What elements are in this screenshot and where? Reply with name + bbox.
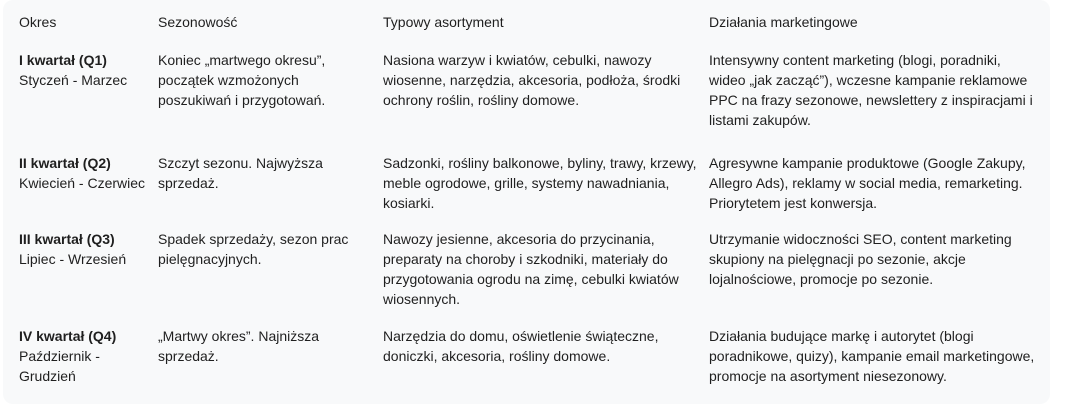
column-header-marketing: Działania marketingowe [709, 14, 858, 30]
column-header-period: Okres [19, 14, 57, 30]
table-header-row [19, 8, 1049, 50]
assortment-cell: Narzędzia do domu, oświetlenie świąteczne, doniczki, akcesoria, rośliny domowe. [383, 328, 659, 364]
table-row [19, 326, 1049, 402]
period-cell [19, 326, 158, 402]
period-cell [19, 229, 158, 326]
marketing-cell: Utrzymanie widoczności SEO, content marketing skupiony na pielęgnacji po sezonie, akcje lojalnościowe, promocje po sezonie. [709, 231, 1012, 287]
assortment-cell: Nasiona warzyw i kwiatów, cebulki, nawozy wiosenne, narzędzia, akcesoria, podłoża, środki ochrony roślin, rośliny domowe. [383, 52, 681, 108]
period-range: Lipiec - Wrzesień [19, 251, 127, 267]
column-header-assortment: Typowy asortyment [383, 14, 504, 30]
seasonality-table-card [3, 0, 1050, 404]
period-range: Kwiecień - Czerwiec [19, 175, 146, 191]
period-range: Październik - Grudzień [19, 348, 100, 384]
seasonality-cell: „Martwy okres”. Najniższa sprzedaż. [158, 328, 320, 364]
period-range: Styczeń - Marzec [19, 72, 128, 88]
seasonality-cell: Szczyt sezonu. Najwyższa sprzedaż. [158, 155, 323, 191]
table-row [19, 50, 1049, 153]
period-title: III kwartał (Q3) [19, 231, 115, 247]
seasonality-cell: Spadek sprzedaży, sezon prac pielęgnacyjnych. [158, 231, 349, 267]
marketing-cell: Agresywne kampanie produktowe (Google Zakupy, Allegro Ads), reklamy w social media, remarketing. Priorytetem jest konwersja. [709, 155, 1026, 211]
table-row [19, 229, 1049, 326]
period-title: I kwartał (Q1) [19, 52, 107, 68]
marketing-cell: Działania budujące markę i autorytet (blogi poradnikowe, quizy), kampanie email marketingowe, promocje na asortyment niesezonowy. [709, 328, 1035, 384]
seasonality-cell: Koniec „martwego okresu”, początek wzmożonych poszukiwań i przygotowań. [158, 52, 326, 108]
marketing-cell: Intensywny content marketing (blogi, poradniki, wideo „jak zacząć”), wczesne kampanie reklamowe PPC na frazy sezonowe, newslettery z inspiracjami i listami zakupów. [709, 52, 1033, 128]
column-header-seasonality: Sezonowość [158, 14, 238, 30]
table-row [19, 153, 1049, 229]
assortment-cell: Nawozy jesienne, akcesoria do przycinania, preparaty na choroby i szkodniki, materiały do przygotowania ogrodu na zimę, cebulki kwiatów wiosennych. [383, 231, 679, 307]
period-cell [19, 50, 158, 153]
assortment-cell: Sadzonki, rośliny balkonowe, byliny, trawy, krzewy, meble ogrodowe, grille, systemy nawadniania, kosiarki. [383, 155, 697, 211]
period-title: IV kwartał (Q4) [19, 328, 117, 344]
period-title: II kwartał (Q2) [19, 155, 111, 171]
seasonality-table [19, 8, 1049, 402]
period-cell [19, 153, 158, 229]
